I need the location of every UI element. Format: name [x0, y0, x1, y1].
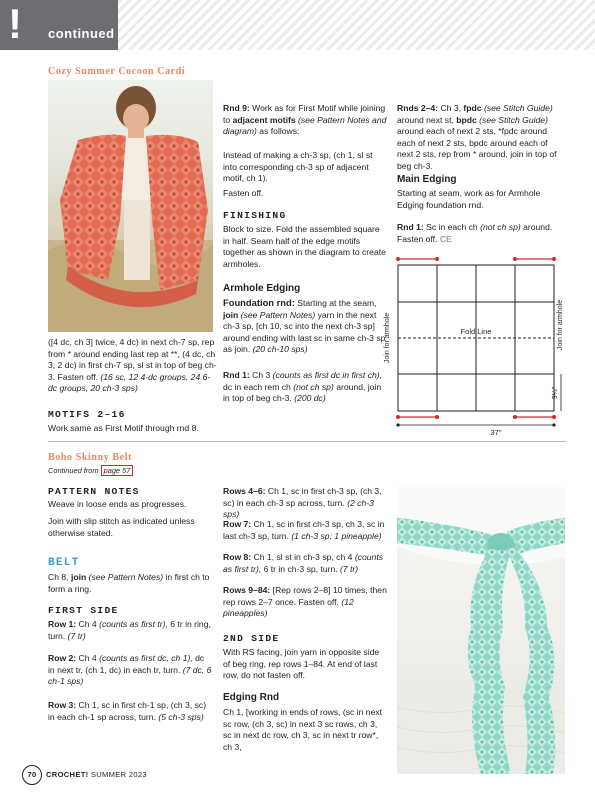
width-dimension: 37": [490, 428, 502, 437]
finishing-text: Block to size. Fold the assembled square in half. Seam half of the edge motifs together as shown in the diagram to create armholes.: [223, 224, 386, 269]
text-run: (200 dc): [294, 393, 326, 404]
row-label: Row 2:: [48, 653, 77, 663]
text-run: (not ch sp): [293, 381, 334, 392]
page-footer: [22, 765, 147, 785]
pattern-notes-heading: PATTERN NOTES: [48, 486, 140, 497]
text-run: dc in each rem ch: [223, 381, 294, 392]
text-run: dc in next tr, (ch 1, dc) in each tr, turn.: [48, 653, 205, 675]
rnd9-para: [223, 103, 388, 138]
header-stripes: [118, 0, 595, 50]
row-label: Rows 4–6:: [223, 486, 266, 496]
row-label: Rnd 9:: [223, 103, 250, 113]
row-label: Rows 9–84:: [223, 585, 271, 595]
text-run: Ch 3: [249, 370, 273, 380]
text-run: (20 ch-10 sps): [252, 344, 308, 355]
text-run: (counts as first dc in first ch),: [272, 370, 383, 380]
marker-dot: [435, 257, 439, 261]
belt-continued-from: [48, 466, 133, 475]
magazine-name: CROCHET!: [46, 770, 89, 779]
text-run: (5 ch-3 sps): [158, 711, 204, 722]
row-label: Rnds 2–4:: [397, 103, 439, 113]
text-run: Ch 1, sc in first ch-1 sp, (ch 3, sc) in each ch-1 sp across, turn.: [48, 700, 207, 722]
text-run: join: [223, 309, 239, 320]
text-run: (counts as first tr),: [99, 619, 168, 629]
edging-rnd-text: Ch 1, [working in ends of rows, (sc in next sc row, (ch 3, sc) in next 3 sc rows, ch 3, sc in next dc row, ch 3, sc in next tr row*, ch 3,: [223, 707, 383, 752]
motifs-heading: MOTIFS 2–16: [48, 409, 126, 420]
text-run: (see Pattern Notes): [88, 572, 164, 582]
text-run: Ch 1, sl st in ch-3 sp, ch 4: [251, 552, 355, 562]
text-run: (12 pineapples): [223, 596, 354, 619]
belt-heading: BELT: [48, 557, 80, 569]
motifs-text: Work same as First Motif through rnd 8.: [48, 423, 199, 433]
second-side-text: With RS facing, join yarn in opposite side of beg ring, rep rows 1–84. At end of last row, do not fasten off.: [223, 647, 380, 681]
row-label: Rnd 1:: [397, 222, 424, 232]
dimension-end: [552, 423, 555, 426]
text-run: Ch 4: [76, 653, 100, 663]
row-label: Row 7:: [223, 519, 252, 529]
row-label: Row 1:: [48, 619, 77, 629]
text-run: (see Stitch Guide): [479, 114, 548, 125]
notes-p1: Weave in loose ends as progresses.: [48, 499, 187, 509]
marker-dot: [435, 415, 439, 419]
text-run: Ch 3,: [438, 103, 464, 113]
marker-dot: [513, 415, 517, 419]
text-run: ([4 dc, ch 3] twice, 4 dc) in next ch-7 sp, rep from * around ending last rep at **, (4 dc, ch 3, 2 dc) in first ch-7 sp, sl st in top of beg ch-3. Fasten off.: [48, 337, 217, 382]
text-run: 6 tr in ch-3 sp, turn.: [261, 563, 341, 574]
second-side-heading: 2ND SIDE: [223, 633, 280, 644]
belt-photo: [397, 487, 565, 774]
text-run: Ch 8,: [48, 572, 71, 582]
text-run: [Rep rows 2–8] 10 times, then rep rows 2–7 once. Fasten off.: [223, 585, 387, 607]
fs-row3: [48, 700, 213, 723]
text-run: Starting at the seam,: [294, 298, 377, 308]
fs-row2: [48, 653, 213, 688]
height-dimension: 9¼": [552, 386, 559, 400]
text-run: (see Pattern Notes and diagram): [223, 114, 387, 137]
notes-p2: Join with slip stitch as indicated unless otherwise stated.: [48, 516, 195, 538]
main-edging-text: Starting at seam, work as for Armhole Edging foundation rnd.: [397, 188, 541, 210]
text-run: in first ch to form a ring.: [48, 572, 210, 594]
edging-rnd-heading: Edging Rnd: [223, 692, 280, 703]
text-run: adjacent motifs: [232, 114, 296, 125]
text-run: fpdc: [463, 103, 482, 113]
belt-photo-image: [397, 487, 565, 774]
row-8: [223, 552, 388, 575]
row-label: Row 8:: [223, 552, 252, 562]
row-label: Rnd 1:: [223, 370, 250, 380]
text-run: as follows:: [256, 126, 300, 137]
rows-9-84: [223, 585, 388, 620]
fold-line-label: Fold Line: [460, 327, 492, 336]
cardi-left-para: [48, 337, 218, 395]
dimension-end: [396, 423, 399, 426]
text-run: (counts as first tr),: [223, 552, 384, 574]
text-run: join: [70, 572, 87, 582]
text-run: (2 ch-3 sps): [223, 497, 374, 520]
end-mark: CE: [439, 233, 452, 244]
belt-title: Boho Skinny Belt: [48, 452, 133, 463]
cardi-photo: [48, 80, 213, 332]
rnd9-p3: Fasten off.: [223, 188, 264, 198]
armhole-edging-heading: Armhole Edging: [223, 283, 301, 294]
marker-dot: [396, 257, 400, 261]
cardi-photo-image: [48, 80, 213, 332]
continued-prefix: Continued from: [48, 466, 101, 475]
section-divider: [48, 441, 566, 442]
rnd1-para: [223, 370, 388, 405]
rows-4-6: [223, 486, 388, 521]
issue-label: SUMMER 2023: [90, 770, 147, 779]
exclamation-icon: !: [8, 0, 22, 47]
text-run: (1 ch-3 sp; 1 pineapple): [291, 530, 382, 541]
text-run: (see Pattern Notes): [240, 309, 316, 320]
join-label-left: Join for armhole: [384, 312, 391, 364]
cardi-title: Cozy Summer Cocoon Cardi: [48, 66, 186, 77]
row-label: Row 3:: [48, 700, 77, 710]
text-run: around. Fasten off.: [397, 222, 553, 244]
text-run: (see Stitch Guide): [483, 103, 553, 113]
text-run: Ch 1, sc in first ch-3 sp, (ch 3, sc) in each ch-3 sp across, turn.: [223, 486, 382, 508]
text-run: 6 tr in ring, turn.: [48, 619, 211, 641]
join-label-right: Join for armhole: [557, 299, 564, 351]
page-number: 70: [22, 765, 42, 785]
marker-dot: [552, 415, 556, 419]
text-run: (7 tr): [67, 630, 86, 641]
marker-dot: [396, 415, 400, 419]
assembly-diagram: [376, 255, 568, 437]
rnds-2-4-para: [397, 103, 565, 173]
text-run: (7 tr): [340, 563, 359, 574]
text-run: Work as for First Motif while joining to: [223, 103, 386, 125]
main-edging-heading: Main Edging: [397, 174, 457, 185]
text-run: (16 sc, 12 4-dc groups, 24 6-dc groups, 20 ch-3 sps): [48, 371, 211, 394]
page-link[interactable]: page 57: [101, 465, 134, 476]
text-run: (not ch sp): [480, 222, 521, 232]
text-run: (counts as first dc, ch 1),: [99, 653, 193, 663]
row-7: [223, 519, 388, 542]
text-run: yarn in the next ch-3 sp, [ch 10, sc into the next ch-3 sp] around ending with last sc in same ch-3 sp as join.: [223, 309, 386, 355]
text-run: Ch 4: [76, 619, 100, 629]
row-label: Foundation rnd:: [223, 297, 295, 308]
fs-row1: [48, 619, 213, 642]
belt-start-para: [48, 572, 213, 595]
foundation-rnd: [223, 297, 388, 356]
text-run: Sc in each ch: [423, 222, 481, 232]
text-run: bpdc: [456, 114, 477, 125]
first-side-heading: FIRST SIDE: [48, 605, 119, 616]
marker-dot: [552, 257, 556, 261]
rnd9-p2: Instead of making a ch-3 sp, (ch 1, sl st into corresponding ch-3 sp of adjacent motif, ch 1).: [223, 150, 373, 184]
text-run: Ch 1, sc in first ch-3 sp, ch 3, sc in last ch-3 sp, turn.: [223, 519, 385, 541]
text-run: (7 dc, 6 ch-1 sps): [48, 664, 212, 687]
text-run: around next st,: [397, 114, 457, 125]
text-run: around each of next 2 sts, *fpdc around each of next 2 sts, bpdc around each of next 2 sts, rep from * around, join in top of beg ch-3.: [397, 126, 557, 171]
finishing-heading: FINISHING: [223, 210, 287, 221]
rnd1-main-para: [397, 222, 565, 245]
marker-dot: [513, 257, 517, 261]
text-run: around, join in top of beg ch-3.: [223, 381, 382, 404]
continued-label: continued: [48, 26, 115, 41]
